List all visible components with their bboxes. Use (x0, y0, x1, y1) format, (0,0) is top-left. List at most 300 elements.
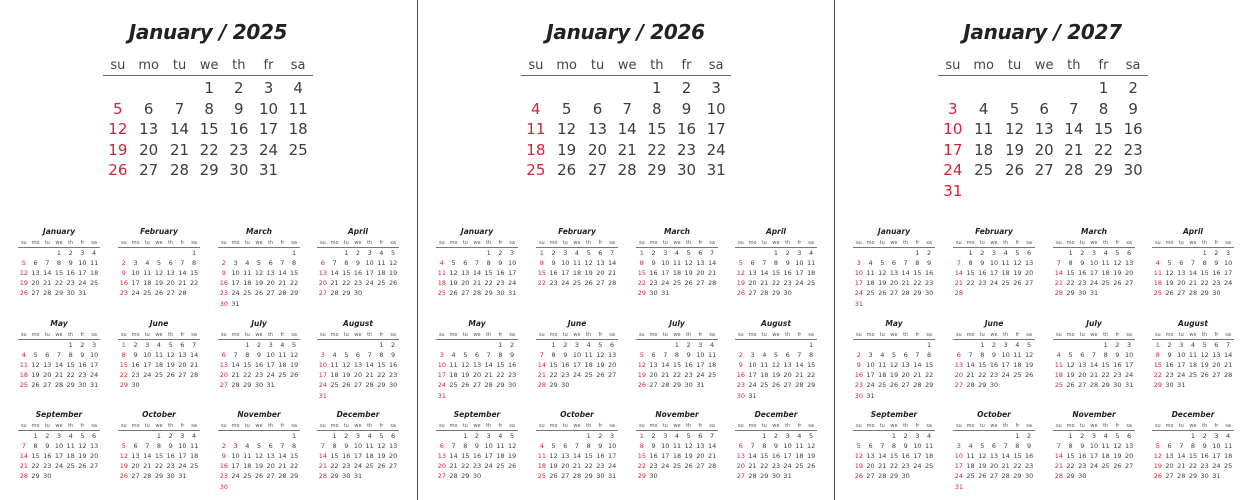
day-cell (317, 431, 329, 442)
day-cell (387, 390, 399, 400)
day-cell: 8 (292, 259, 297, 268)
day-cell (1152, 248, 1164, 259)
day-cell: 10 (795, 259, 804, 268)
day-cell: 11 (584, 351, 593, 360)
day-cell: 14 (966, 361, 975, 370)
day-cell: 29 (1066, 289, 1075, 298)
day-cell: 17 (1124, 361, 1134, 370)
day-cell: 10 (54, 442, 64, 451)
weekday-header: su (436, 421, 448, 431)
mini-month-title: February (558, 227, 596, 236)
day-cell: 5 (1027, 341, 1032, 350)
day-cell: 28 (178, 289, 187, 298)
day-cell: 27 (889, 289, 899, 298)
day-cell: 6 (750, 259, 755, 268)
day-cell: 16 (1123, 120, 1143, 139)
mini-month-grid (1053, 421, 1135, 481)
day-cell: 30 (989, 381, 999, 390)
day-cell (758, 340, 770, 351)
day-cell (230, 481, 242, 491)
weekday-header: tu (1175, 421, 1187, 431)
weekday-header: mo (551, 55, 583, 76)
day-cell: 15 (199, 120, 219, 139)
day-cell: 30 (507, 381, 517, 390)
weekday-header: th (1000, 421, 1012, 431)
day-cell: 31 (231, 299, 240, 308)
day-cell: 7 (956, 259, 961, 268)
day-cell: 7 (1056, 259, 1061, 268)
mini-month (853, 226, 935, 309)
weekday-header: sa (923, 421, 935, 431)
weekday-header: fr (77, 421, 89, 431)
day-cell: 9 (1214, 259, 1219, 268)
day-cell: 31 (318, 391, 327, 400)
day-cell: 2 (927, 249, 932, 258)
day-cell: 5 (639, 351, 644, 360)
day-cell: 19 (377, 452, 386, 461)
day-cell: 6 (320, 259, 325, 268)
mini-month-title: October (142, 410, 176, 419)
day-cell: 3 (1226, 249, 1231, 258)
day-cell: 18 (1054, 371, 1063, 380)
day-cell (805, 390, 817, 400)
day-cell (1222, 471, 1234, 481)
day-cell: 11 (1013, 351, 1022, 360)
day-cell: 26 (119, 472, 128, 481)
day-cell: 1 (156, 432, 162, 441)
day-cell: 17 (1212, 452, 1221, 461)
day-cell (387, 288, 399, 298)
day-cell: 23 (1212, 279, 1221, 288)
day-cell: 27 (696, 462, 705, 471)
weekday-header: th (583, 238, 595, 248)
day-cell: 22 (913, 279, 922, 288)
day-cell (352, 340, 364, 351)
day-cell: 30 (388, 381, 398, 390)
mini-month-grid (1152, 421, 1234, 481)
day-cell (1187, 248, 1199, 259)
weekday-header: tu (758, 330, 770, 340)
day-cell: 18 (330, 371, 339, 380)
day-cell: 8 (551, 351, 556, 360)
day-cell (436, 340, 448, 351)
day-cell: 5 (121, 442, 126, 451)
weekday-header: fr (495, 421, 507, 431)
weekday-header: fr (1211, 238, 1223, 248)
day-cell: 8 (1068, 442, 1073, 451)
weekday-header: su (636, 330, 648, 340)
day-cell (912, 471, 924, 481)
weekday-header: th (483, 238, 495, 248)
day-cell (288, 298, 300, 308)
weekday-header: we (153, 238, 165, 248)
day-cell: 20 (783, 371, 792, 380)
day-cell: 31 (1124, 381, 1134, 390)
day-cell: 1 (33, 432, 38, 441)
mini-month (218, 409, 300, 492)
day-cell: 2 (903, 432, 908, 441)
mini-month-grid (317, 421, 399, 481)
weekday-header: we (352, 330, 364, 340)
day-cell: 31 (661, 289, 670, 298)
day-cell: 13 (266, 452, 275, 461)
weekday-header: mo (748, 422, 757, 429)
day-cell: 1 (56, 249, 62, 258)
mini-month (853, 409, 935, 481)
day-cell: 12 (889, 361, 899, 370)
weekday-header: we (53, 330, 65, 340)
day-cell: 14 (19, 452, 28, 461)
day-cell: 29 (1101, 381, 1110, 390)
mini-month-title: June (567, 319, 587, 328)
mini-month-grid (853, 421, 935, 481)
day-cell: 21 (278, 279, 287, 288)
day-cell: 22 (672, 371, 682, 380)
weekday-header: we (988, 238, 1000, 248)
day-cell: 24 (696, 371, 705, 380)
mini-month-title: March (663, 227, 690, 236)
day-cell: 12 (584, 259, 593, 268)
day-cell: 6 (92, 432, 97, 441)
day-cell (277, 298, 289, 308)
day-cell (900, 248, 912, 259)
day-cell: 29 (31, 472, 40, 481)
day-cell (606, 380, 618, 390)
day-cell: 25 (1054, 381, 1063, 390)
weekday-header: we (1187, 421, 1199, 431)
day-cell: 1 (639, 432, 644, 441)
day-cell: 7 (710, 249, 715, 258)
big-month-grid (938, 55, 1148, 201)
weekday-header: fr (177, 238, 189, 248)
day-cell: 13 (1124, 259, 1134, 268)
day-cell: 12 (254, 452, 264, 461)
day-cell: 24 (706, 140, 726, 159)
day-cell: 22 (637, 462, 646, 471)
day-cell: 26 (854, 472, 863, 481)
day-cell: 21 (954, 279, 963, 288)
weekday-header: sa (288, 421, 300, 431)
day-cell: 15 (1101, 361, 1110, 370)
day-cell: 5 (856, 442, 861, 451)
mini-month-title: June (984, 319, 1004, 328)
day-cell (583, 76, 613, 99)
day-cell: 7 (797, 351, 802, 360)
day-cell: 20 (219, 371, 228, 380)
weekday-header: th (65, 421, 77, 431)
day-cell (288, 481, 300, 491)
day-cell (583, 380, 595, 390)
day-cell: 18 (707, 361, 717, 370)
day-cell: 16 (1200, 452, 1209, 461)
mini-month-grid (636, 421, 718, 481)
day-cell: 18 (243, 462, 252, 471)
day-cell: 16 (507, 361, 517, 370)
day-cell: 22 (1066, 462, 1075, 471)
weekday-header: tu (41, 238, 53, 248)
day-cell: 8 (1190, 442, 1196, 451)
weekday-header: we (253, 421, 265, 431)
day-cell: 14 (607, 259, 617, 268)
day-cell: 6 (1167, 442, 1172, 451)
day-cell: 26 (19, 289, 28, 298)
day-cell: 14 (795, 361, 804, 370)
weekday-header: su (118, 421, 130, 431)
day-cell (853, 431, 865, 442)
day-cell: 21 (330, 279, 339, 288)
day-cell: 22 (1188, 462, 1198, 471)
day-cell: 18 (672, 452, 682, 461)
day-cell: 13 (318, 269, 327, 278)
day-cell (317, 340, 329, 351)
weekday-header: tu (583, 55, 613, 76)
day-cell: 16 (1024, 452, 1034, 461)
day-cell: 10 (1177, 351, 1186, 360)
day-cell: 9 (686, 351, 691, 360)
day-cell: 9 (927, 259, 932, 268)
day-cell: 18 (288, 120, 308, 139)
day-cell: 31 (437, 391, 446, 400)
day-cell: 5 (1202, 341, 1207, 350)
day-cell: 4 (439, 259, 444, 268)
day-cell (448, 431, 460, 442)
day-cell: 27 (696, 279, 705, 288)
day-cell: 4 (868, 259, 873, 268)
day-cell: 3 (80, 249, 85, 258)
day-cell (988, 431, 1000, 442)
day-cell: 3 (367, 249, 372, 258)
day-cell (88, 288, 100, 298)
day-cell: 18 (974, 140, 994, 159)
day-cell: 2 (168, 432, 173, 441)
day-cell: 23 (254, 371, 264, 380)
day-cell: 16 (736, 371, 745, 380)
day-cell: 15 (1188, 452, 1198, 461)
day-cell (1023, 481, 1035, 491)
day-cell (648, 340, 660, 351)
day-cell: 21 (178, 279, 187, 288)
day-cell (876, 298, 888, 308)
day-cell: 19 (166, 361, 175, 370)
day-cell: 30 (649, 289, 658, 298)
weekday-header: fr (495, 238, 507, 248)
day-cell: 24 (258, 140, 279, 159)
day-cell: 23 (496, 279, 505, 288)
day-cell: 27 (461, 289, 470, 298)
day-cell: 17 (696, 361, 705, 370)
day-cell: 9 (991, 351, 997, 360)
day-cell: 15 (549, 361, 558, 370)
day-cell: 1 (551, 341, 556, 350)
day-cell: 2 (1214, 249, 1219, 258)
day-cell: 19 (584, 269, 593, 278)
day-cell (912, 298, 924, 308)
day-cell: 11 (189, 442, 199, 451)
day-cell: 5 (1115, 432, 1120, 441)
day-cell: 16 (771, 452, 781, 461)
day-cell: 10 (954, 452, 963, 461)
day-cell: 4 (978, 99, 989, 118)
day-cell (683, 288, 695, 298)
day-cell: 6 (868, 442, 873, 451)
day-cell: 8 (968, 259, 973, 268)
mini-month-title: February (140, 227, 178, 236)
day-cell (770, 390, 782, 400)
day-cell: 22 (243, 371, 252, 380)
weekday-header: su (953, 330, 965, 340)
day-cell: 25 (526, 161, 546, 180)
day-cell: 4 (1056, 351, 1061, 360)
day-cell: 18 (806, 269, 816, 278)
day-cell: 13 (587, 120, 608, 139)
day-cell: 3 (574, 341, 580, 350)
day-cell: 30 (43, 472, 52, 481)
day-cell (130, 431, 142, 442)
day-cell: 11 (330, 361, 339, 370)
day-cell: 17 (143, 361, 152, 370)
day-cell: 20 (1034, 140, 1054, 159)
day-cell (953, 248, 965, 259)
day-cell: 14 (748, 452, 757, 461)
day-cell (671, 288, 683, 298)
day-cell: 8 (1155, 351, 1160, 360)
weekday-header: we (888, 238, 900, 248)
day-cell: 15 (637, 452, 646, 461)
day-cell: 28 (278, 472, 287, 481)
day-cell: 19 (806, 452, 816, 461)
day-cell: 5 (1167, 259, 1172, 268)
day-cell: 10 (989, 259, 999, 268)
day-cell: 19 (1200, 361, 1209, 370)
day-cell: 12 (377, 442, 386, 451)
day-cell: 22 (637, 279, 646, 288)
day-cell (188, 288, 200, 298)
day-cell: 23 (549, 279, 558, 288)
day-cell: 12 (1153, 452, 1162, 461)
day-cell: 23 (596, 462, 605, 471)
day-cell (1029, 76, 1059, 99)
day-cell: 7 (474, 259, 480, 268)
day-cell: 11 (572, 259, 582, 268)
weekday-header: sa (387, 421, 399, 431)
day-cell: 21 (1001, 462, 1010, 471)
day-cell: 3 (1091, 432, 1097, 441)
day-cell: 4 (797, 432, 802, 441)
day-cell: 1 (1068, 249, 1073, 258)
day-cell: 26 (31, 381, 40, 390)
day-cell: 16 (496, 269, 505, 278)
weekday-header: tu (559, 421, 571, 431)
weekday-header: mo (231, 239, 240, 246)
day-cell: 15 (289, 269, 299, 278)
day-cell (695, 288, 707, 298)
day-cell: 18 (924, 452, 934, 461)
day-cell: 23 (736, 381, 745, 390)
day-cell: 7 (1003, 442, 1008, 451)
weekday-header: th (642, 55, 672, 76)
day-cell: 30 (924, 289, 934, 298)
day-cell: 31 (1212, 472, 1221, 481)
day-cell (988, 288, 1000, 298)
day-cell: 28 (901, 289, 910, 298)
day-cell: 17 (131, 279, 140, 288)
day-cell: 1 (1155, 341, 1160, 350)
day-cell: 13 (736, 452, 745, 461)
day-cell: 26 (549, 472, 558, 481)
day-cell: 20 (1177, 279, 1186, 288)
day-cell: 8 (652, 99, 662, 118)
day-cell: 3 (563, 249, 568, 258)
day-cell: 11 (1054, 361, 1063, 370)
day-cell (1112, 288, 1124, 298)
weekday-header: tu (659, 330, 671, 340)
day-cell (1100, 471, 1112, 481)
day-cell: 16 (66, 269, 75, 278)
day-cell: 9 (563, 351, 568, 360)
day-cell (521, 76, 551, 99)
weekday-header: th (782, 330, 794, 340)
day-cell: 10 (1089, 259, 1099, 268)
day-cell: 11 (365, 442, 374, 451)
day-cell (968, 181, 1000, 202)
year-panel (417, 0, 833, 500)
weekday-header: mo (31, 239, 40, 246)
day-cell (448, 390, 460, 400)
weekday-header: we (352, 421, 364, 431)
day-cell: 15 (484, 269, 493, 278)
day-cell: 16 (219, 279, 228, 288)
day-cell: 9 (510, 351, 515, 360)
weekday-header: sa (1123, 330, 1135, 340)
weekday-header: mo (549, 239, 558, 246)
day-cell (706, 471, 718, 481)
day-cell: 20 (1124, 452, 1134, 461)
day-cell: 6 (180, 341, 185, 350)
day-cell (968, 76, 1000, 99)
day-cell (912, 340, 924, 351)
day-cell: 28 (169, 161, 190, 180)
day-cell (364, 340, 376, 351)
day-cell: 15 (537, 269, 546, 278)
weekday-header: su (735, 421, 747, 431)
day-cell (1164, 248, 1176, 259)
day-cell: 30 (684, 381, 693, 390)
day-cell: 18 (878, 371, 887, 380)
day-cell: 21 (707, 269, 717, 278)
day-cell (1076, 340, 1088, 351)
day-cell: 12 (806, 442, 816, 451)
mini-month (735, 318, 817, 401)
day-cell: 10 (258, 99, 279, 118)
day-cell: 30 (771, 472, 781, 481)
day-cell: 7 (56, 351, 62, 360)
weekday-header: we (253, 330, 265, 340)
day-cell (888, 248, 900, 259)
day-cell: 12 (119, 452, 128, 461)
day-cell: 29 (484, 289, 493, 298)
day-cell: 20 (954, 371, 963, 380)
day-cell: 30 (1078, 289, 1087, 298)
day-cell (794, 340, 806, 351)
day-cell: 30 (166, 472, 175, 481)
day-cell: 27 (866, 472, 875, 481)
day-cell: 12 (1004, 120, 1025, 139)
day-cell: 25 (672, 279, 682, 288)
weekday-header: mo (449, 422, 458, 429)
big-month-grid (103, 55, 313, 181)
day-cell: 6 (698, 432, 703, 441)
day-cell: 26 (1013, 279, 1022, 288)
